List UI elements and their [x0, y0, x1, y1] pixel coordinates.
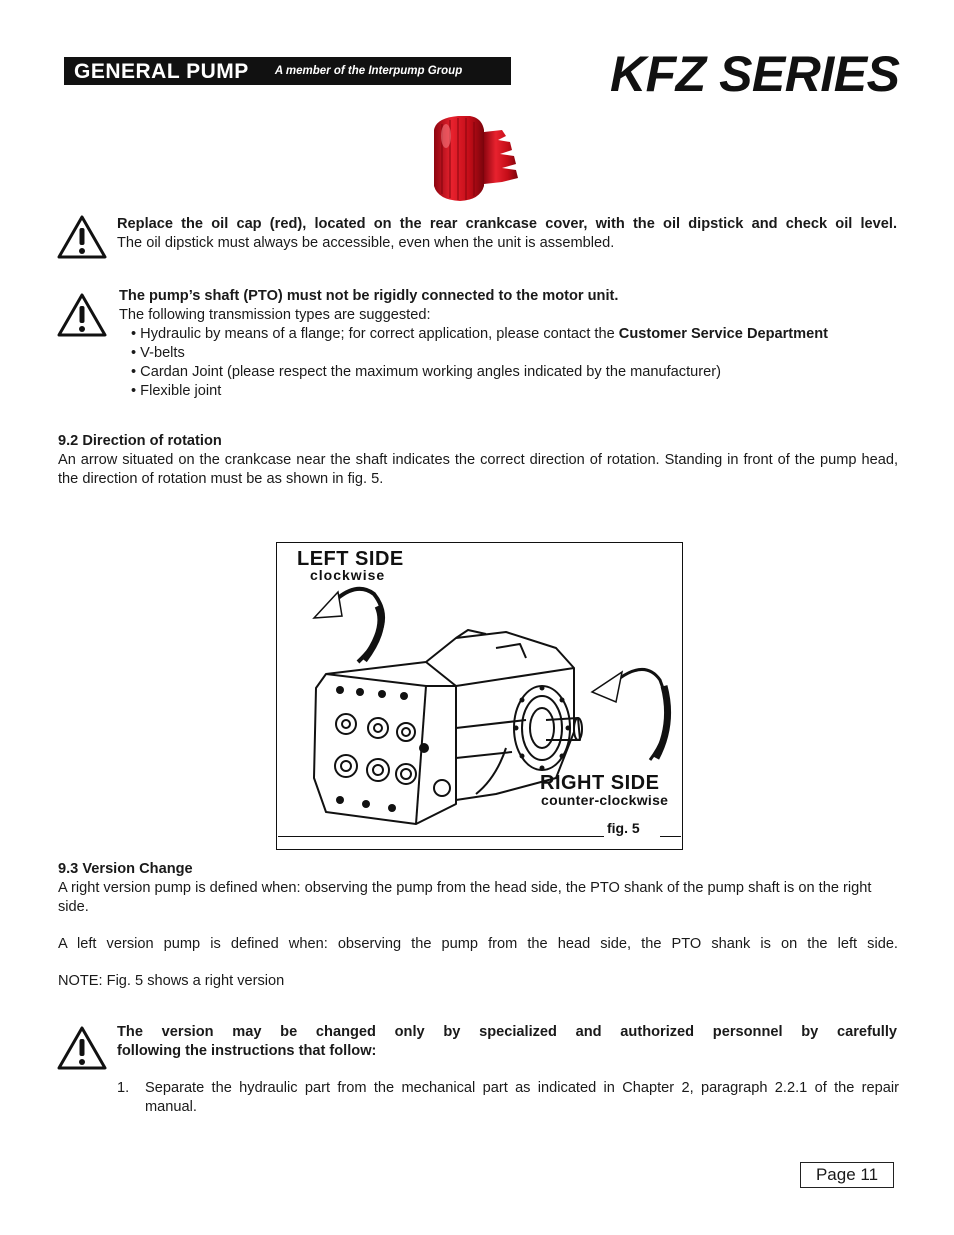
- figure-caption: fig. 5: [607, 820, 640, 836]
- customer-service-label: Customer Service Department: [618, 326, 829, 342]
- transmission-list: [119, 325, 899, 401]
- brand-bar: [64, 57, 511, 85]
- section-paragraph: A left version pump is defined when: observing the pump from the head side, the PTO shank is on the left side.: [58, 936, 898, 952]
- left-side-subtitle: clockwise: [310, 567, 386, 583]
- warning-oil-cap-text: The oil dipstick must always be accessible, even when the unit is assembled.: [117, 235, 615, 251]
- warning-version-change: [117, 1023, 897, 1061]
- list-item: • Flexible joint: [131, 383, 222, 399]
- warning-shaft-intro: The following transmission types are suggested:: [119, 307, 431, 323]
- warning-triangle-icon: [56, 214, 108, 260]
- right-side-subtitle: counter-clockwise: [541, 792, 669, 808]
- warning-oil-cap-bold: Replace the oil cap (red), located on the rear crankcase cover, with the oil dipstick and check oil level.: [117, 216, 897, 232]
- brand-name: GENERAL PUMP: [74, 59, 249, 83]
- warning-triangle-icon: [56, 292, 108, 338]
- section-9-2: [58, 432, 898, 489]
- section-heading: 9.2 Direction of rotation: [58, 433, 222, 449]
- warning-shaft: [119, 287, 899, 401]
- list-item: • V-belts: [131, 345, 185, 361]
- figure-rule: [278, 836, 604, 837]
- page-number: Page 11: [800, 1162, 894, 1188]
- list-item: [131, 325, 899, 344]
- section-text: An arrow situated on the crankcase near the shaft indicates the correct direction of rotation. Standing in front of the pump head, the direction of rotation must be as shown in fig. 5.: [58, 452, 898, 487]
- oil-cap-image: [428, 112, 528, 204]
- warning-version-line1: The version may be changed only by specialized and authorized personnel by carefully: [117, 1024, 897, 1040]
- warning-version-line2: following the instructions that follow:: [117, 1043, 377, 1059]
- warning-shaft-bold: The pump’s shaft (PTO) must not be rigidly connected to the motor unit.: [119, 288, 619, 304]
- step-item: [117, 1079, 899, 1117]
- warning-oil-cap: [117, 215, 897, 253]
- list-item: • Cardan Joint (please respect the maximum working angles indicated by the manufacturer): [131, 364, 721, 380]
- step-text: Separate the hydraulic part from the mechanical part as indicated in Chapter 2, paragraph 2.2.1 of the repair manual.: [145, 1080, 899, 1115]
- warning-triangle-icon: [56, 1025, 108, 1071]
- brand-tagline: A member of the Interpump Group: [274, 64, 463, 77]
- section-paragraph: A right version pump is defined when: observing the pump from the head side, the PTO shank of the pump shaft is on the right side.: [58, 880, 872, 915]
- left-side-title: LEFT SIDE: [297, 548, 404, 570]
- series-title: KFZ SERIES: [610, 46, 900, 102]
- figure-rule: [660, 836, 681, 837]
- step-number: 1.: [117, 1080, 130, 1096]
- counter-clockwise-arrow-icon: [586, 664, 676, 764]
- right-side-title: RIGHT SIDE: [540, 772, 660, 794]
- pump-illustration: [306, 628, 586, 828]
- section-note: NOTE: Fig. 5 shows a right version: [58, 973, 285, 989]
- step-list: [117, 1079, 899, 1117]
- section-heading: 9.3 Version Change: [58, 861, 193, 877]
- section-9-3: [58, 860, 898, 991]
- list-item-text: • Hydraulic by means of a flange; for correct application, please contact the: [131, 326, 619, 342]
